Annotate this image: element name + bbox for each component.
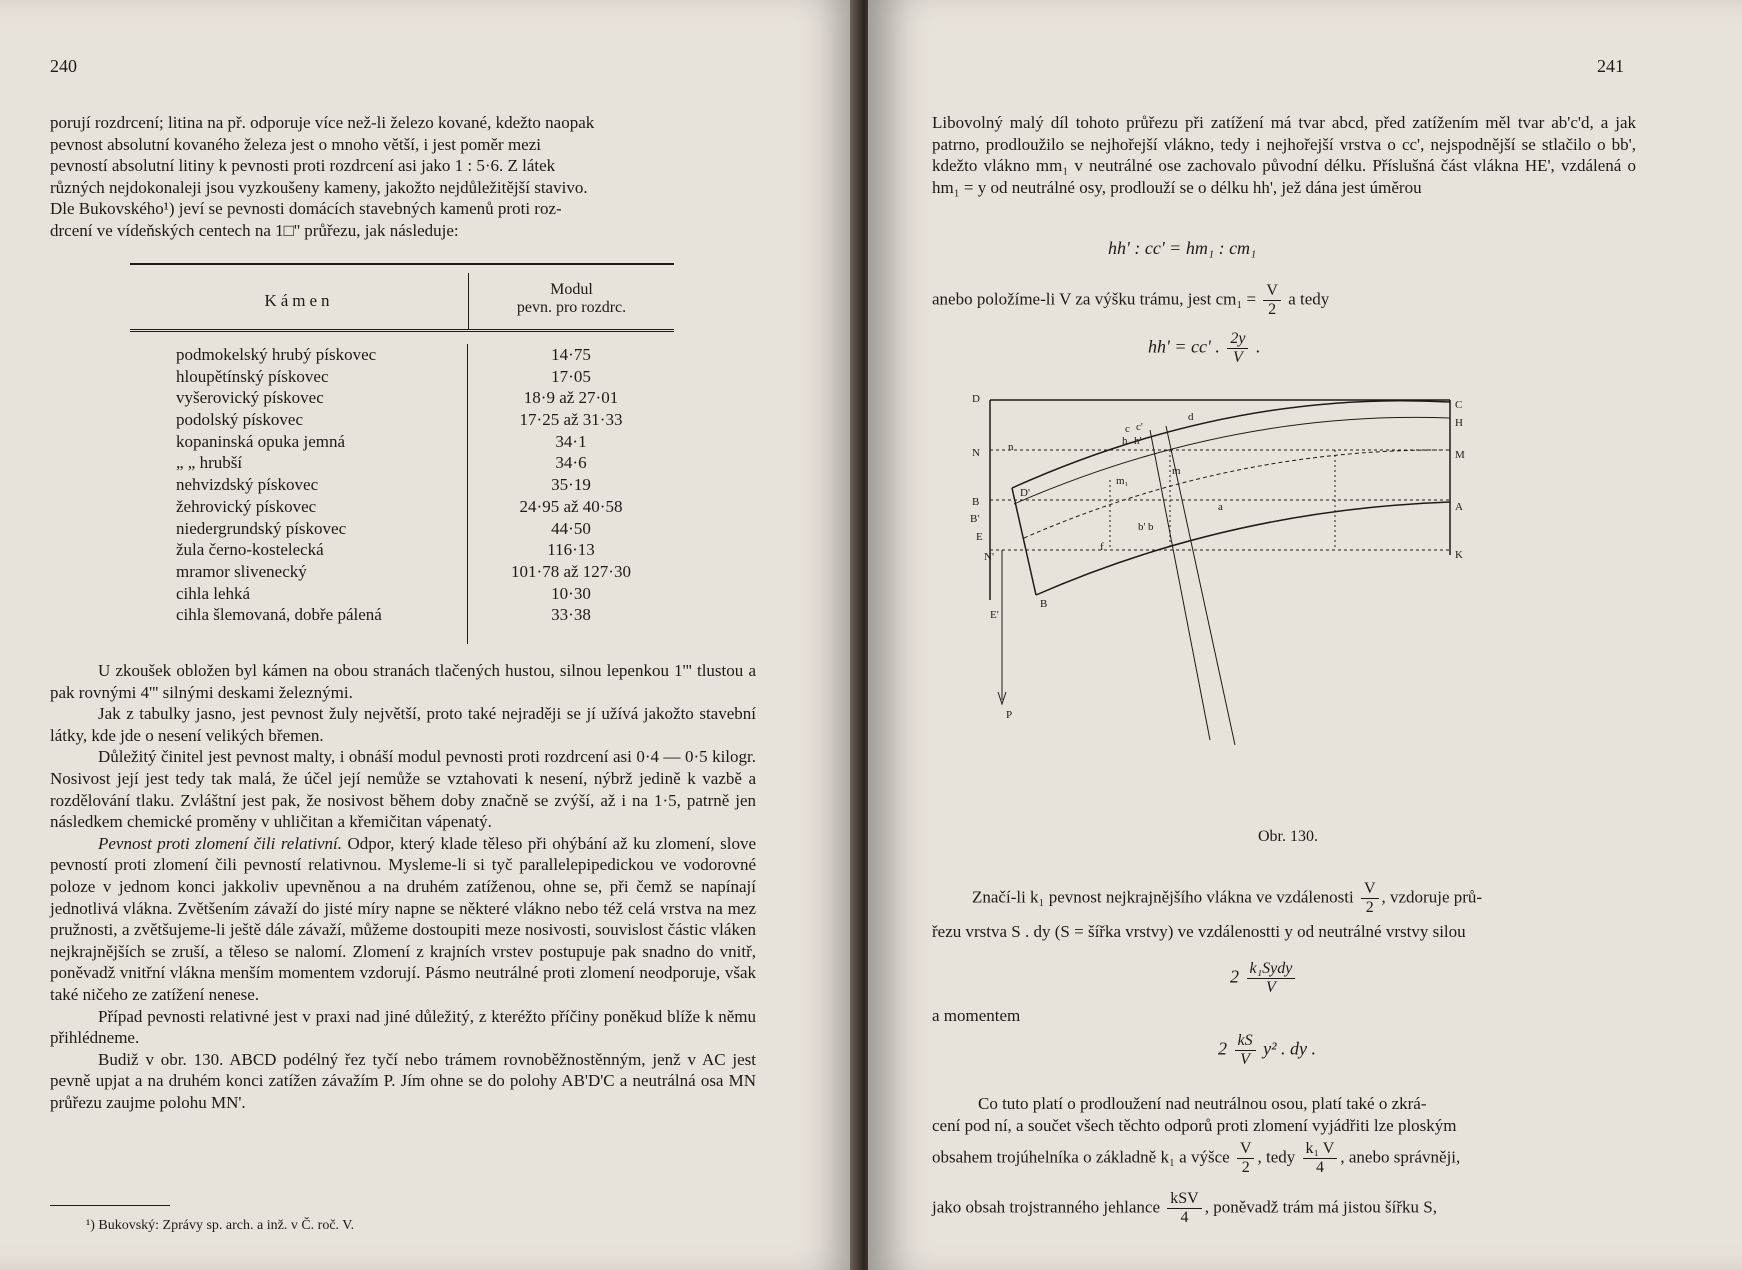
stone-name-cell: podmokelský hrubý pískovec [176,345,377,364]
figure-label: h [1122,435,1128,447]
figure-label: d [1188,411,1194,423]
numerator: V [1361,880,1379,899]
figure-label: D' [1020,487,1030,499]
paragraph: Libovolný malý díl tohoto průřezu při zatížení má tvar abcd, před zatížením měl tvar ab'c'd, a jak patrno, prodloužilo se nejhořejší vlákno, tedy i nejhořejší vrstva o cc', nejspodnější se stlačilo o bb', kdežto vlákno mm₁ v neutrálné ose zachovalo původní délku. Příslušná část vlákna HE', vzdálená o hm₁ = y od neutrálné osy, prodlouží se o délku hh', jež dána jest úměrou [932,113,1636,197]
numerator: kS [1235,1032,1256,1051]
stone-name-cell: cihla šlemovaná, dobře pálená [176,605,382,625]
stone-name-cell: vyšerovický pískovec [176,388,324,408]
modulus-value-cell: 34·1 [555,431,587,451]
figure-label: A [1455,501,1463,513]
text-line-k1 [972,880,1482,917]
text-line: drcení ve vídeňských centech na 1□'' průřezu, jak následuje: [50,220,459,240]
denominator: 4 [1180,1209,1189,1226]
figure-label: m₁ [1116,475,1129,487]
text-line: Dle Bukovského¹) jeví se pevnosti domácích stavebných kamenů proti roz- [50,199,562,219]
text-line: Co tuto platí o prodloužení nad neutrálnou osou, platí také o zkrá- [978,1094,1427,1113]
figure-label: B [1040,598,1048,610]
text-line-pyramid [932,1190,1437,1227]
stone-name-cell: nehvizdský pískovec [176,475,319,495]
denominator: V [1240,1051,1250,1068]
figure-label: h' [1134,435,1142,447]
text-fragment: , anebo správněji, [1340,1147,1461,1167]
denominator: 2 [1268,301,1277,318]
text-fragment: a tedy [1288,289,1330,309]
fraction-ks-over-v [1235,1032,1256,1069]
fraction-2y-over-v [1227,330,1248,367]
stone-name-cell: žula černo-kostelecká [176,540,324,560]
denominator: V [1232,349,1243,366]
stone-name-cell: „ „ hrubší [176,453,243,473]
modulus-value-cell: 34·6 [555,453,587,473]
figure-label: E' [990,609,999,621]
text-line-triangle [932,1140,1460,1177]
modulus-value-cell: 24·95 až 40·58 [519,496,623,516]
modulus-values-column [468,344,674,644]
text-fragment: anebo položíme-li V za výšku trámu, jest cm₁ = [932,289,1257,309]
stone-name-cell: hloupětínský pískovec [176,366,329,386]
modulus-value-cell: 35·19 [551,475,591,495]
figure-label: P [1006,709,1013,721]
equation-elongation: hh' = cc' . $\frac{2y}{V}$ . [1148,330,1261,366]
stone-name-cell: cihla lehká [176,583,251,603]
text-line: řezu vrstva S . dy (S = šířka vrstvy) ve vzdálenostti y od neutrálné vrstvy silou [932,922,1466,941]
numerator: kSV [1167,1190,1201,1209]
table-body [130,332,674,644]
text-line-momentem: a momentem [932,1006,1021,1025]
numerator: V [1237,1140,1255,1159]
modulus-value-cell: 10·30 [551,583,591,603]
figure-label: B' [970,513,980,525]
figure-label: n [1008,441,1014,453]
denominator: 2 [1241,1159,1250,1176]
paragraph: U zkoušek obložen byl kámen na obou stranách tlačených hustou, silnou lepenkou 1''' tlustou a pak rovnými 4''' silnými deskami železnými. [50,661,756,702]
paragraph: Jak z tabulky jasno, jest pevnost žuly největší, proto také nejraději se jí užívá jakožto stavební látky, kde jde o nesení velikých břemen. [50,704,756,745]
bent-top-fiber [1012,401,1450,488]
modulus-value-cell: 14·75 [551,345,591,364]
coefficient: 2 [1230,966,1239,987]
table-header [130,273,674,332]
stone-name-cell: niedergrundský pískovec [176,518,347,538]
figure-label: f [1100,541,1104,553]
text-line: pevnost absolutní kovaného železa jest o mnoho větší, i jest poměr mezi [50,134,541,154]
equation-proportion: hh' : cc' = hm₁ : cm₁ [1108,238,1257,258]
text-line: různých nejdokonaleji jsou vyzkoušeny kameny, jakožto nejdůležitější stavivo. [50,177,588,197]
stone-strength-table [130,263,674,644]
column-header-modulus-line1: Modul [550,281,593,298]
fraction-force [1247,960,1296,997]
modulus-value-cell: 18·9 až 27·01 [523,388,619,408]
footnote-rule [50,1205,170,1206]
numerator: V [1263,282,1281,301]
fraction-v-over-2 [1263,282,1281,319]
right-intro-text [932,112,1636,198]
equation-lhs: hh' = cc' . [1148,336,1220,357]
fraction-v-over-2 [1237,1140,1255,1177]
figure-label: N [972,447,980,459]
paragraph: Případ pevnosti relativné jest v praxi nad jiné důležitý, z kteréžto příčiny poněkud blíže k němu přihlédneme. [50,1006,756,1048]
numerator: 2y [1227,330,1248,349]
text-fragment: , tedy [1257,1147,1296,1167]
text-fragment: jako obsah trojstranného jehlance [932,1197,1161,1217]
figure-label: a [1218,501,1223,513]
figure-label: D [972,393,980,405]
modulus-value-cell: 101·78 až 127·30 [511,561,631,581]
denominator: V [1266,979,1276,996]
stone-names-column [130,344,468,644]
fraction-k1v-over-4 [1303,1140,1338,1177]
column-header-modulus [469,273,674,329]
figure-label: b [1148,521,1154,533]
paragraph-relative-strength [50,833,756,1006]
paragraph: Budiž v obr. 130. ABCD podélný řez tyčí nebo trámem rovnoběžnostěnným, jenž v AC jest pevně upjat a na druhém konci zatížen závažím P. Jím ohne se do polohy AB'D'C a neutrálná osa MN průřezu zaujme polohu MN'. [50,1049,756,1112]
text-line: porují rozdrcení; litina na př. odporuje více než-li železo kované, kdežto naopak [50,113,595,132]
section-heading-italic: Pevnost proti zlomení čili relativní. [98,833,343,853]
left-top-text [50,112,756,242]
stone-name-cell: mramor slivenecký [176,561,307,581]
modulus-value-cell: 44·50 [551,518,591,538]
equation-force [1230,960,1298,997]
stone-name-cell: kopaninská opuka jemná [176,431,346,451]
text-fragment: obsahem trojúhelníka o základně k₁ a výšce [932,1147,1230,1167]
denominator: 2 [1365,899,1374,916]
figure-label: N' [984,551,994,563]
text-fragment: , poněvadž trám má jistou šířku S, [1204,1197,1438,1217]
figure-label: E [976,531,983,543]
equation-moment [1218,1032,1316,1069]
figure-label: b' [1138,521,1146,533]
modulus-value-cell: 17·25 až 31·33 [519,410,623,430]
figure-label: C [1455,399,1463,411]
coefficient: 2 [1218,1038,1227,1059]
figure-label: H [1455,417,1463,429]
text-fragment: , vzdoruje prů- [1381,887,1483,907]
figure-beam-bending [950,393,1510,800]
modulus-value-cell: 33·38 [551,605,591,625]
figure-label: m [1172,465,1181,477]
text-line-height [932,282,1329,319]
text-line: cení pod ní, a součet všech těchto odporů proti zlomení vyjádřiti lze ploským [932,1116,1457,1135]
paragraph-body: Odpor, který klade těleso při ohýbání až ku zlomení, slove pevností proti zlomení čili pevností relativnou. Mysleme-li si tyč parallelepipedickou ve vodorovné poloze v jednom konci jakkoliv upevněnou a na druhém zatíženou, ohne se, při čemž se napínají jednotlivá vlákna. Zvětšením závaží do jisté míry napne se některé vlákno nebo též celá vrstva na mez pružnosti, a zvětšujeme-li ještě dále závaží, můžeme dostoupiti meze nosivosti, souvislost částic vláken nejkrajnějších se zruší, a těleso se nalomí. Zlomení z krajních vrstev postupuje pak snadno do vnitř, poněvadž vnitřní vlákna menším momentem vzdorují. Pásmo neutrálné proti zlomení neodporuje, však také ničeho ze zatížení nenese. [50,833,757,1004]
figure-label: B [972,496,980,508]
modulus-value-cell: 17·05 [551,366,591,386]
fraction-v-over-2 [1361,880,1379,917]
stone-name-cell: žehrovický pískovec [176,496,317,516]
left-bottom-text [50,660,756,1113]
text-fragment: Značí-li k₁ pevnost nejkrajnějšího vlákna ve vzdálenosti [972,887,1354,907]
footnote: ¹) Bukovský: Zprávy sp. arch. a inž. v Č. roč. V. [86,1218,355,1233]
bent-neutral-axis [1024,450,1450,538]
figure-label: c [1125,423,1130,435]
equation-tail: y² . dy . [1263,1038,1316,1059]
paragraph: Důležitý činitel jest pevnost malty, i obnáší modul pevnosti proti rozdrcení asi 0·4 — 0·5 kilogr. Nosivost její jest tedy tak malá, že účel její nemůže se vztahovati k nesení, nýbrž jedině k vazbě a rozdělování tlaku. Zvláštní jest pak, že nosivost během doby značně se zvýší, až i na 1·5, patrně jen následkem chemické proměny v uhličitan a křemičitan vápenatý. [50,747,756,832]
column-header-stone: Kámen [130,273,469,329]
page-number-right: 241 [1597,56,1624,76]
table-top-rule [130,263,674,265]
fraction-ksv-over-4 [1167,1190,1201,1227]
modulus-value-cell: 116·13 [547,540,595,560]
figure-label: c' [1136,421,1143,433]
figure-label: K [1455,549,1463,561]
left-page [0,0,860,1270]
bent-bottom-fiber [1036,502,1450,595]
figure-label: M [1455,449,1465,461]
page-number-left: 240 [50,56,77,76]
denominator: 4 [1315,1159,1324,1176]
right-page [868,0,1742,1270]
numerator: k₁ V [1303,1140,1338,1159]
stone-name-cell: podolský pískovec [176,410,304,430]
bent-end-face [1012,488,1036,595]
text-line: pevností absolutní litiny k pevnosti proti rozdrcení asi jako 1 : 5·6. Z látek [50,156,556,176]
numerator: k₁Sydy [1247,960,1296,979]
column-header-modulus-line2: pevn. pro rozdrc. [516,299,627,316]
figure-caption: Obr. 130. [1258,828,1318,845]
